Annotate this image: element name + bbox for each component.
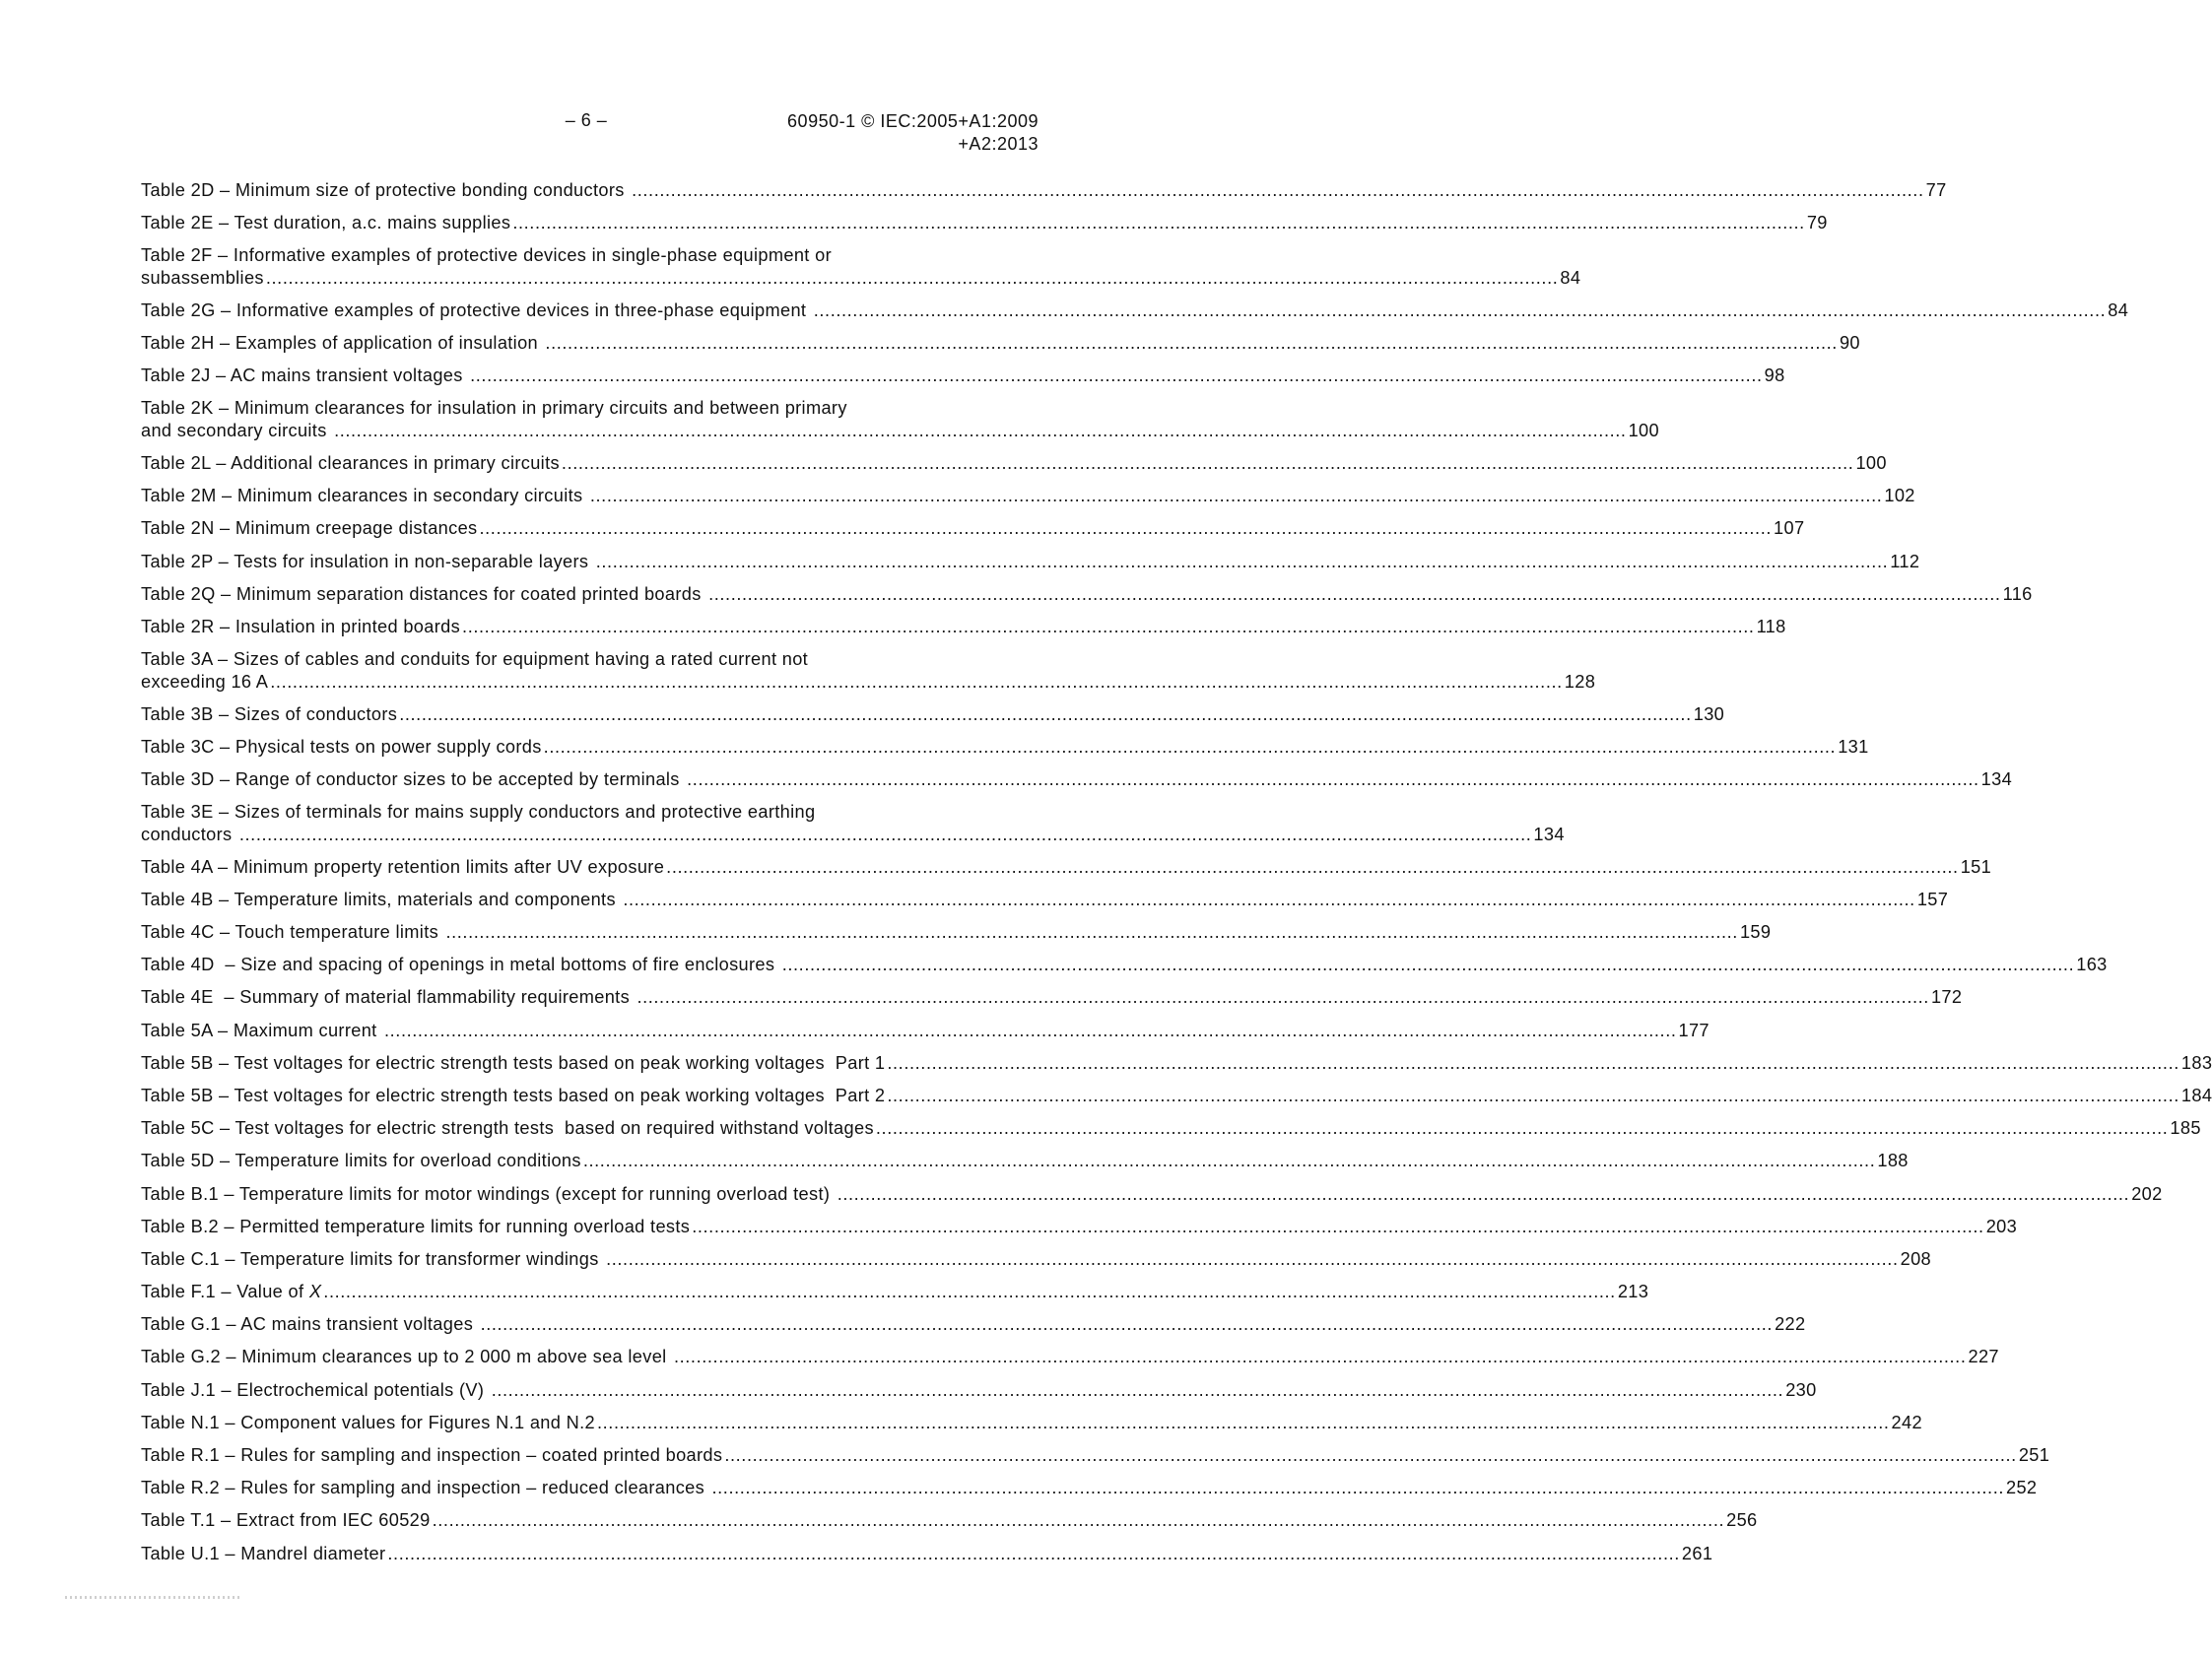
toc-entry-title-line-1: Table 2F – Informative examples of protective devices in single-phase equipment or (141, 245, 832, 266)
toc-entry-title: subassemblies (141, 268, 264, 289)
toc-entry-title: Table G.2 – Minimum clearances up to 2 000 m above sea level (141, 1347, 672, 1367)
toc-entry-title: Table 2R – Insulation in printed boards (141, 616, 461, 636)
toc-entry-row (141, 671, 1596, 694)
toc-entry[interactable] (141, 1248, 1932, 1281)
toc-entry-title: Table 4C – Touch temperature limits (141, 922, 444, 942)
dot-leader (445, 921, 1738, 944)
toc-entry-title: Table 4D – Size and spacing of openings in metal bottoms of fire enclosures (141, 955, 780, 975)
toc-entry[interactable] (141, 212, 1828, 244)
toc-entry-row (141, 1444, 2049, 1467)
dot-leader (470, 365, 1763, 387)
toc-entry-page-number: 261 (1681, 1543, 1713, 1563)
toc-entry-title: Table 3B – Sizes of conductors (141, 703, 398, 724)
toc-entry-title: Table 5C – Test voltages for electric strength tests based on required withstand voltages (141, 1118, 874, 1139)
toc-entry-page-number: 77 (1925, 180, 1947, 200)
toc-entry[interactable] (141, 1379, 1817, 1412)
dot-leader (334, 420, 1627, 442)
dot-leader (433, 1509, 1725, 1532)
toc-entry-row (141, 179, 1947, 202)
toc-entry[interactable] (141, 1313, 1806, 1346)
toc-entry-page-number: 203 (1985, 1216, 2018, 1236)
toc-entry[interactable] (141, 485, 1915, 517)
toc-entry-title-line-1: Table 3E – Sizes of terminals for mains supply conductors and protective earthing (141, 802, 816, 823)
toc-entry-page-number: 213 (1617, 1282, 1649, 1302)
toc-entry-row (141, 736, 1869, 759)
toc-entry[interactable] (141, 1444, 2050, 1477)
toc-entry-title: Table 2D – Minimum size of protective bonding conductors (141, 180, 631, 200)
toc-entry-page-number: 90 (1839, 333, 1860, 354)
toc-entry-row (141, 420, 1659, 442)
toc-entry-title: Table 2P – Tests for insulation in non-separable layers (141, 551, 594, 571)
toc-entry-row (141, 212, 1828, 234)
toc-entry-page-number: 134 (1533, 825, 1565, 845)
dot-leader (838, 1183, 2130, 1206)
toc-entry-row (141, 517, 1804, 540)
toc-entry-row (141, 1248, 1931, 1271)
toc-entry-page-number: 116 (2002, 583, 2033, 604)
toc-entry-title: Table 3D – Range of conductor sizes to be accepted by terminals (141, 768, 686, 789)
toc-entry-page-number: 177 (1678, 1020, 1709, 1040)
toc-entry-page-number: 222 (1775, 1314, 1806, 1335)
toc-entry-row (141, 1509, 1758, 1532)
toc-entry-page-number: 202 (2131, 1183, 2163, 1204)
toc-entry-row (141, 551, 1919, 573)
toc-entry[interactable] (141, 736, 1869, 768)
toc-entry-row (141, 332, 1860, 355)
toc-entry[interactable] (141, 299, 2129, 332)
toc-entry[interactable] (141, 801, 1565, 856)
toc-entry-row (141, 1216, 2017, 1238)
toc-entry-row (141, 986, 1962, 1009)
toc-entry[interactable] (141, 703, 1725, 736)
toc-entry-page-number: 84 (2108, 299, 2129, 320)
toc-entry-row (141, 1379, 1817, 1402)
toc-entry-title: Table R.2 – Rules for sampling and inspection – reduced clearances (141, 1478, 710, 1498)
toc-entry-page-number: 188 (1877, 1151, 1909, 1171)
toc-entry-title: Table 2E – Test duration, a.c. mains supplies (141, 213, 511, 233)
toc-entry[interactable] (141, 1509, 1758, 1542)
dot-leader (492, 1379, 1784, 1402)
toc-entry-page-number: 79 (1806, 213, 1828, 233)
toc-entry-page-number: 118 (1756, 616, 1786, 636)
toc-entry[interactable] (141, 856, 1992, 889)
toc-entry-page-number: 208 (1900, 1248, 1932, 1269)
toc-entry-row (141, 1543, 1712, 1565)
toc-entry[interactable] (141, 986, 1963, 1019)
toc-entry[interactable] (141, 1477, 2038, 1509)
toc-entry-row (141, 889, 1948, 911)
toc-entry[interactable] (141, 1150, 1909, 1182)
dot-leader (481, 1313, 1774, 1336)
toc-entry[interactable] (141, 397, 1659, 452)
toc-entry-row (141, 768, 2012, 791)
toc-entry-page-number: 230 (1785, 1379, 1817, 1400)
toc-entry-row (141, 1117, 2201, 1140)
toc-entry-row (141, 485, 1915, 507)
toc-entry-title: Table B.2 – Permitted temperature limits for running overload tests (141, 1216, 691, 1236)
toc-entry-title: Table N.1 – Component values for Figures N.1 and N.2 (141, 1412, 595, 1432)
toc-entry-row (141, 1183, 2163, 1206)
dot-leader (384, 1020, 1677, 1042)
toc-entry-title: and secondary circuits (141, 421, 333, 441)
toc-entry-title: Table 4A – Minimum property retention limits after UV exposure (141, 856, 665, 877)
dot-leader (708, 583, 2001, 606)
toc-entry-page-number: 185 (2170, 1118, 2201, 1139)
toc-entry-row (141, 1052, 2212, 1075)
dot-leader (399, 703, 1692, 726)
dot-leader (562, 452, 1854, 475)
dot-leader (637, 986, 1929, 1009)
dot-leader (782, 954, 2075, 976)
toc-entry-row (141, 856, 1991, 879)
page-number: – 6 – (565, 110, 608, 130)
toc-entry[interactable] (141, 1085, 2212, 1117)
toc-entry[interactable] (141, 551, 1920, 583)
toc-entry-page-number: 227 (1968, 1347, 1999, 1367)
toc-entry-title: Table 3C – Physical tests on power supply cords (141, 736, 542, 757)
toc-entry-page-number: 252 (2006, 1478, 2038, 1498)
dot-leader (687, 768, 1979, 791)
toc-entry-page-number: 184 (2180, 1085, 2212, 1105)
toc-entry-row (141, 299, 2128, 322)
toc-entry[interactable] (141, 452, 1887, 485)
standard-line-2: +A2:2013 (958, 134, 1039, 154)
toc-entry[interactable] (141, 1412, 1922, 1444)
toc-entry-title: Table C.1 – Temperature limits for transformer windings (141, 1248, 605, 1269)
toc-entry-row (141, 365, 1785, 387)
toc-entry[interactable] (141, 179, 1947, 212)
toc-entry[interactable] (141, 583, 2033, 616)
dot-leader (674, 1346, 1967, 1368)
toc-entry[interactable] (141, 244, 1581, 299)
toc-entry-page-number: 102 (1884, 486, 1915, 506)
dot-leader (623, 889, 1915, 911)
toc-entry-row (141, 1477, 2037, 1499)
dot-leader (596, 551, 1889, 573)
dot-leader (887, 1085, 2179, 1107)
page-header (0, 110, 1173, 160)
toc-entry-page-number: 130 (1693, 703, 1725, 724)
dot-leader (590, 485, 1883, 507)
dot-leader (606, 1248, 1899, 1271)
toc-entry-row (141, 1346, 1999, 1368)
toc-entry-title: Table T.1 – Extract from IEC 60529 (141, 1510, 431, 1531)
dot-leader (724, 1444, 2017, 1467)
dot-leader (544, 736, 1837, 759)
toc-entry[interactable] (141, 1117, 2201, 1150)
toc-entry-page-number: 159 (1739, 922, 1772, 942)
toc-entry-title: Table 4B – Temperature limits, materials and components (141, 889, 622, 909)
toc-entry[interactable] (141, 365, 1785, 397)
toc-entry[interactable] (141, 616, 1786, 648)
standard-line-1: 60950-1 © IEC:2005+A1:2009 (787, 111, 1039, 131)
dot-leader (814, 299, 2107, 322)
toc-entry-title: Table 5B – Test voltages for electric strength tests based on peak working voltages Part 1 (141, 1052, 886, 1073)
toc-entry-page-number: 242 (1891, 1412, 1922, 1432)
toc-entry-row (141, 1313, 1805, 1336)
toc-entry-row (141, 1412, 1922, 1434)
dot-leader (545, 332, 1838, 355)
dot-leader (692, 1216, 1984, 1238)
toc-entry-title: Table B.1 – Temperature limits for motor windings (except for running overload test) (141, 1183, 836, 1204)
dot-leader (480, 517, 1773, 540)
toc-entry-row (141, 954, 2108, 976)
toc-entry-page-number: 256 (1726, 1510, 1758, 1531)
dot-leader (270, 671, 1563, 694)
scan-artifact (65, 1596, 242, 1599)
toc-entry-title: Table 2J – AC mains transient voltages (141, 365, 469, 386)
dot-leader (887, 1052, 2179, 1075)
toc-entry-page-number: 100 (1855, 452, 1887, 473)
toc-entry-title: Table 2N – Minimum creepage distances (141, 518, 478, 539)
toc-entry-page-number: 151 (1960, 856, 1992, 877)
toc-entry-title: Table 2Q – Minimum separation distances for coated printed boards (141, 583, 707, 604)
toc-entry-page-number: 98 (1764, 365, 1785, 386)
toc-entry-title-line-1: Table 2K – Minimum clearances for insulation in primary circuits and between primary (141, 398, 847, 419)
toc-entry-title: Table G.1 – AC mains transient voltages (141, 1314, 479, 1335)
toc-entry-page-number: 112 (1890, 551, 1920, 571)
toc-entry-title: exceeding 16 A (141, 672, 269, 693)
dot-leader (512, 212, 1805, 234)
dot-leader (876, 1117, 2169, 1140)
toc-entry-page-number: 128 (1564, 672, 1596, 693)
toc-entry-page-number: 107 (1774, 518, 1805, 539)
toc-entry-page-number: 131 (1838, 736, 1869, 757)
toc-entry-row (141, 616, 1786, 638)
toc-entry[interactable] (141, 1543, 1713, 1575)
toc-entry-page-number: 157 (1916, 889, 1949, 909)
dot-leader (387, 1543, 1680, 1565)
toc-entry[interactable] (141, 517, 1805, 550)
toc-entry-title: Table 2H – Examples of application of insulation (141, 333, 544, 354)
dot-leader (462, 616, 1755, 638)
toc-entry-title: Table 4E – Summary of material flammability requirements (141, 987, 636, 1008)
toc-entry-row (141, 583, 2033, 606)
toc-entry-row (141, 921, 1771, 944)
toc-entry[interactable] (141, 332, 1860, 365)
toc-entry-row (141, 1150, 1909, 1172)
toc-entry-row (141, 452, 1887, 475)
dot-leader (666, 856, 1959, 879)
toc-entry-row (141, 1281, 1648, 1303)
standard-designation (787, 110, 1039, 156)
toc-entry[interactable] (141, 1216, 2018, 1248)
toc-entry-row (141, 1020, 1709, 1042)
toc-entry[interactable] (141, 1020, 1709, 1052)
toc-entry-title: conductors (141, 825, 237, 845)
toc-entry-page-number: 163 (2076, 955, 2108, 975)
dot-leader (583, 1150, 1876, 1172)
toc-entry[interactable] (141, 1346, 1999, 1378)
toc-entry-title-line-1: Table 3A – Sizes of cables and conduits for equipment having a rated current not (141, 649, 809, 670)
toc-entry[interactable] (141, 1183, 2163, 1216)
toc-entry-title: Table 2L – Additional clearances in primary circuits (141, 452, 560, 473)
dot-leader (597, 1412, 1890, 1434)
toc-entry-page-number: 251 (2018, 1445, 2050, 1465)
toc-entry[interactable] (141, 648, 1596, 703)
dot-leader (323, 1281, 1616, 1303)
toc-entry-title: Table 2M – Minimum clearances in secondary circuits (141, 486, 588, 506)
toc-entry-row (141, 267, 1581, 290)
toc-entry-row (141, 1085, 2212, 1107)
toc-entry-title: Table 5B – Test voltages for electric strength tests based on peak working voltages Part 2 (141, 1085, 886, 1105)
toc-entry[interactable] (141, 1052, 2212, 1085)
toc-entry-title: Table R.1 – Rules for sampling and inspection – coated printed boards (141, 1445, 723, 1465)
toc-entry[interactable] (141, 954, 2108, 986)
toc-entry-title: Table U.1 – Mandrel diameter (141, 1543, 386, 1563)
toc-entry-page-number: 172 (1930, 987, 1963, 1008)
toc-entry-row (141, 824, 1565, 846)
toc-entry[interactable] (141, 768, 2013, 801)
toc-entry-page-number: 134 (1980, 768, 2013, 789)
toc-entry-title: Table 5D – Temperature limits for overload conditions (141, 1151, 581, 1171)
toc-entry[interactable] (141, 921, 1772, 954)
toc-entry-row (141, 703, 1724, 726)
toc-entry[interactable] (141, 889, 1949, 921)
dot-leader (266, 267, 1559, 290)
toc-entry-title: Table 2G – Informative examples of protective devices in three-phase equipment (141, 299, 812, 320)
toc-entry-title: Table J.1 – Electrochemical potentials (V) (141, 1379, 490, 1400)
toc-entry-title: Table F.1 – Value of X (141, 1282, 322, 1302)
toc-entry[interactable] (141, 1281, 1649, 1313)
table-of-contents-list (141, 179, 2212, 1575)
toc-entry-page-number: 183 (2180, 1052, 2212, 1073)
variable-x: X (308, 1282, 322, 1302)
toc-entry-page-number: 84 (1560, 268, 1581, 289)
dot-leader (711, 1477, 2004, 1499)
dot-leader (239, 824, 1532, 846)
toc-entry-page-number: 100 (1628, 421, 1659, 441)
dot-leader (632, 179, 1924, 202)
toc-entry-title: Table 5A – Maximum current (141, 1020, 382, 1040)
